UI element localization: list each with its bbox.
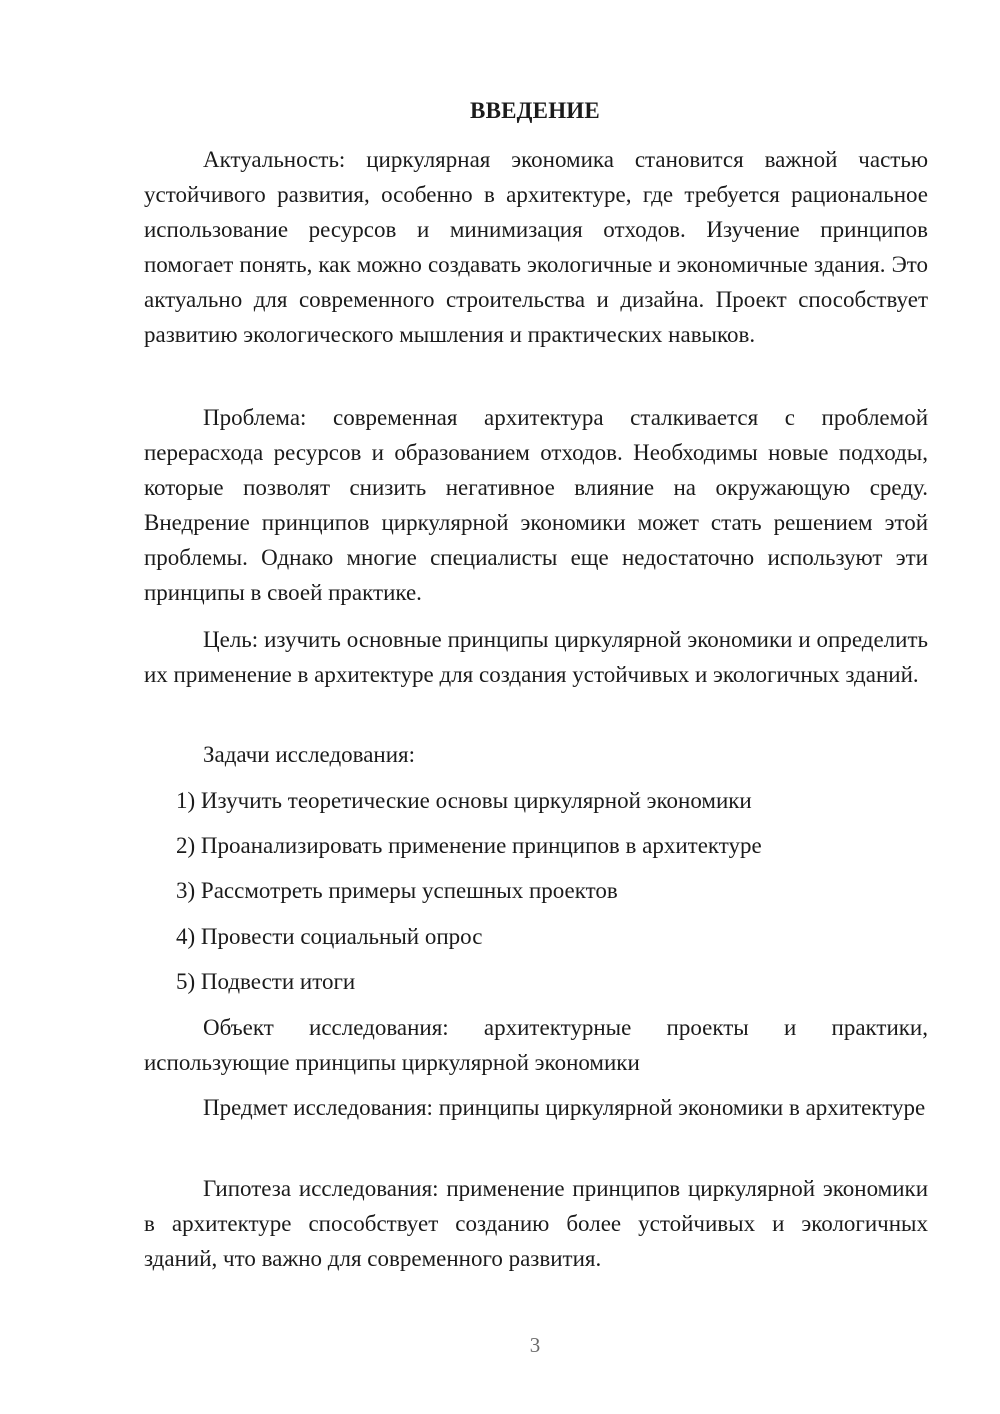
problem-paragraph: Проблема: современная архитектура сталкивается с проблемой перерасхода ресурсов и образованием отходов. Необходимы новые подходы, которые позволят снизить негативное влияние на окружающую среду. Внедрение принципов циркулярной экономики может стать решением этой проблемы. Однако многие специалисты еще недостаточно используют эти принципы в своей практике. xyxy=(144,405,928,605)
hypothesis-paragraph: Гипотеза исследования: применение принципов циркулярной экономики в архитектуре способствует созданию более устойчивых и экологичных зданий, что важно для современного развития. xyxy=(144,1176,928,1271)
page-number: 3 xyxy=(529,1333,541,1357)
task-item: 3) Рассмотреть примеры успешных проектов xyxy=(176,878,618,903)
relevance-paragraph: Актуальность: циркулярная экономика становится важной частью устойчивого развития, особенно в архитектуре, где требуется рациональное использование ресурсов и минимизация отходов. Изучение принципов помогает понять, как можно создавать экологичные и экономичные здания. Это актуально для современного строительства и дизайна. Проект способствует развитию экологического мышления и практических навыков. xyxy=(144,147,928,347)
subject-paragraph: Предмет исследования: принципы циркулярной экономики в архитектуре xyxy=(203,1095,926,1120)
goal-paragraph: Цель: изучить основные принципы циркулярной экономики и определить их применение в архитектуре для создания устойчивых и экологичных зданий. xyxy=(144,627,928,687)
task-item: 1) Изучить теоретические основы циркулярной экономики xyxy=(176,788,752,813)
task-item: 2) Проанализировать применение принципов в архитектуре xyxy=(176,833,762,858)
page-heading: ВВЕДЕНИЕ xyxy=(470,98,600,123)
task-item: 4) Провести социальный опрос xyxy=(176,924,483,949)
task-item: 5) Подвести итоги xyxy=(176,969,356,994)
tasks-heading: Задачи исследования: xyxy=(203,742,416,767)
object-paragraph: Объект исследования: архитектурные проекты и практики, использующие принципы циркулярной экономики xyxy=(144,1015,928,1075)
